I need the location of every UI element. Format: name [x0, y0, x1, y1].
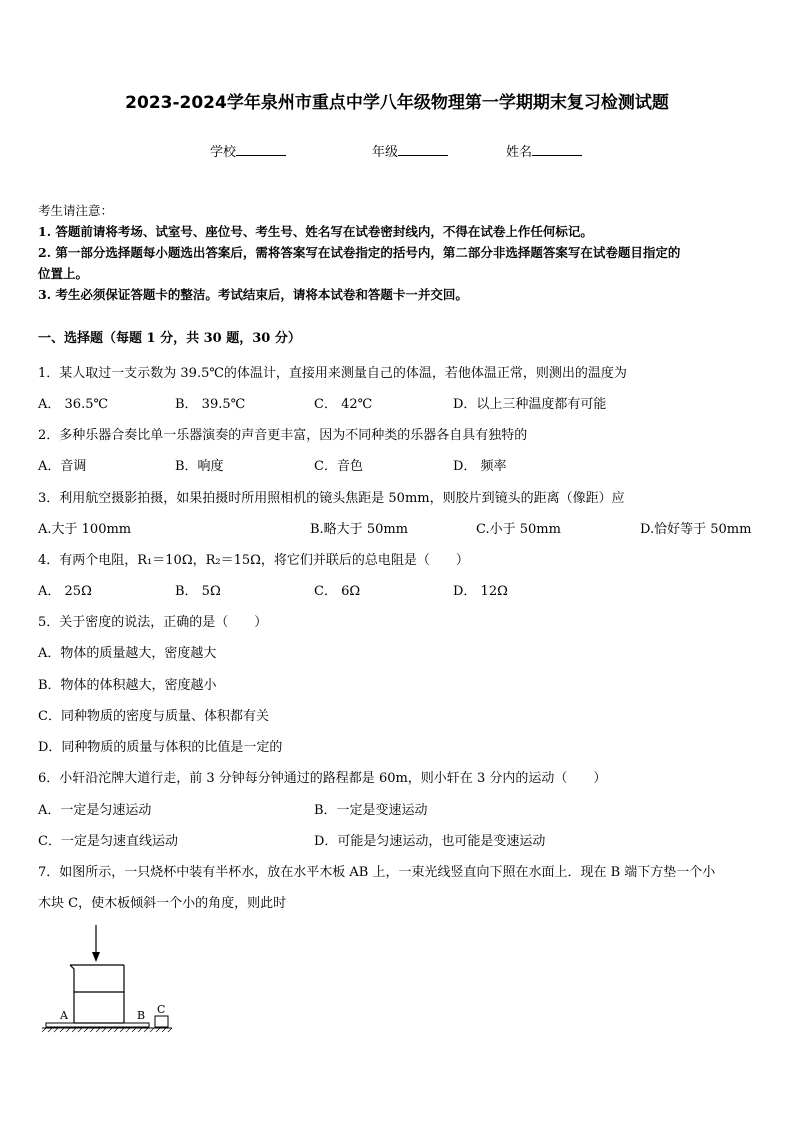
- q1-option-d: D．以上三种温度都有可能: [453, 397, 607, 412]
- question-6-stem: 6．小轩沿沱牌大道行走，前 3 分钟每分钟通过的路程都是 60m，则小轩在 3 分内的运动（ ）: [38, 771, 607, 786]
- q6-option-b: B．一定是变速运动: [314, 803, 428, 818]
- q3-option-c: C.小于 50mm: [476, 522, 561, 537]
- q3-option-b: B.略大于 50mm: [310, 522, 409, 537]
- notice-heading: 考生请注意：: [38, 203, 114, 218]
- q5-option-b: B．物体的体积越大，密度越小: [38, 678, 217, 693]
- grade-field: [372, 141, 448, 160]
- question-2-stem: 2．多种乐器合奏比单一乐器演奏的声音更丰富，因为不同种类的乐器各自具有独特的: [38, 428, 528, 443]
- q2-option-c: C．音色: [314, 459, 363, 474]
- notice-item: 位置上。: [38, 266, 89, 281]
- notice-item: 3. 考生必须保证答题卡的整洁。考试结束后，请将本试卷和答题卡一并交回。: [38, 287, 468, 302]
- q5-option-d: D．同种物质的质量与体积的比值是一定的: [38, 740, 283, 755]
- block-c: [155, 1016, 168, 1027]
- beaker-lip: [70, 965, 74, 1023]
- question-4-stem: 4．有两个电阻，R₁＝10Ω，R₂＝15Ω，将它们并联后的总电阻是（ ）: [38, 553, 469, 568]
- grade-label: 年级: [372, 145, 399, 160]
- q4-option-b: B． 5Ω: [175, 584, 221, 599]
- q6-option-d: D．可能是匀速运动，也可能是变速运动: [314, 834, 546, 849]
- q2-option-d: D． 频率: [453, 459, 507, 474]
- beaker-figure: [40, 920, 180, 1035]
- page-title: 2023-2024学年泉州市重点中学八年级物理第一学期期末复习检测试题: [125, 93, 669, 113]
- label-a: A: [60, 1009, 68, 1022]
- q1-option-a: A． 36.5℃: [38, 397, 109, 412]
- question-7-stem-line1: 7．如图所示，一只烧杯中装有半杯水，放在水平木板 AB 上，一束光线竖直向下照在水面上．现在 B 端下方垫一个小: [38, 865, 716, 880]
- section-heading: 一、选择题（每题 1 分，共 30 题，30 分）: [38, 331, 301, 346]
- q1-option-c: C． 42℃: [314, 397, 373, 412]
- school-blank: [236, 142, 286, 156]
- label-b: B: [137, 1009, 146, 1022]
- label-c: C: [157, 1003, 166, 1016]
- q1-option-b: B． 39.5℃: [175, 397, 246, 412]
- grade-blank: [398, 142, 448, 156]
- q4-option-d: D． 12Ω: [453, 584, 508, 599]
- q2-option-b: B．响度: [175, 459, 224, 474]
- question-5-stem: 5．关于密度的说法，正确的是（ ）: [38, 615, 268, 630]
- q2-option-a: A．音调: [38, 459, 87, 474]
- school-label: 学校: [210, 145, 237, 160]
- notice-item: 1. 答题前请将考场、试室号、座位号、考生号、姓名写在试卷密封线内，不得在试卷上作任何标记。: [38, 224, 593, 239]
- beaker-diagram: [40, 920, 180, 1035]
- q3-option-d: D.恰好等于 50mm: [640, 522, 752, 537]
- ground-hatch: [42, 1028, 172, 1032]
- q4-option-c: C． 6Ω: [314, 584, 361, 599]
- notice-block: [38, 200, 760, 305]
- name-field: [506, 141, 582, 160]
- notice-item: 2. 第一部分选择题每小题选出答案后，需将答案写在试卷指定的括号内，第二部分非选择题答案写在试卷题目指定的: [38, 245, 681, 260]
- light-ray-arrowhead: [92, 952, 100, 962]
- question-3-stem: 3．利用航空摄影拍摄，如果拍摄时所用照相机的镜头焦距是 50mm，则胶片到镜头的距离（像距）应: [38, 491, 625, 506]
- q5-option-c: C．同种物质的密度与质量、体积都有关: [38, 709, 269, 724]
- q5-option-a: A．物体的质量越大，密度越大: [38, 646, 217, 661]
- question-7-stem-line2: 木块 C，使木板倾斜一个小的角度，则此时: [38, 896, 287, 911]
- school-field: [210, 141, 286, 160]
- q4-option-a: A． 25Ω: [38, 584, 92, 599]
- name-blank: [532, 142, 582, 156]
- name-label: 姓名: [506, 145, 533, 160]
- student-info-row: [0, 141, 794, 159]
- q6-option-c: C．一定是匀速直线运动: [38, 834, 178, 849]
- q6-option-a: A．一定是匀速运动: [38, 803, 152, 818]
- question-1-stem: 1．某人取过一支示数为 39.5℃的体温计，直接用来测量自己的体温，若他体温正常，则测出的温度为: [38, 366, 627, 381]
- q3-option-a: A.大于 100mm: [38, 522, 132, 537]
